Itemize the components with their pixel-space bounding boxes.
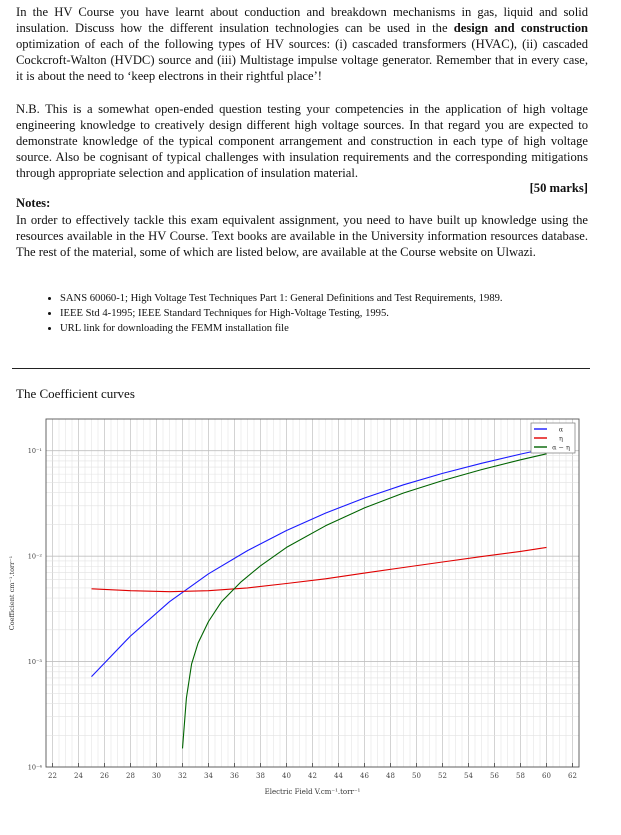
x-tick-label: 48 [386, 772, 395, 780]
y-tick-label: 10⁻³ [27, 658, 42, 667]
x-tick-label: 28 [126, 772, 135, 780]
reference-item[interactable]: • URL link for downloading the FEMM installation file [60, 321, 600, 336]
x-tick-label: 24 [74, 772, 83, 780]
section-divider [12, 368, 590, 369]
nb-paragraph: N.B. This is a somewhat open-ended question testing your competencies in the application of high voltage engineering knowledge to creatively design different high voltage sources. In that regard you are expected to demonstrate knowledge of the typical component arrangement and construction in each type of high voltage source. Also be cognisant of typical challenges with insulation requirements and the corresponding mitigations through appropriate selection and application of insulation material. [16, 102, 588, 180]
notes-heading: Notes: [16, 196, 51, 210]
reference-item: • IEEE Std 4-1995; IEEE Standard Techniques for High-Voltage Testing, 1995. [60, 306, 600, 321]
x-tick-label: 46 [360, 772, 369, 780]
question-paragraph [16, 4, 588, 84]
x-tick-label: 60 [542, 772, 551, 780]
x-tick-label: 58 [516, 772, 525, 780]
x-tick-label: 32 [178, 772, 187, 780]
section-title: The Coefficient curves [16, 386, 135, 401]
y-axis-label: Coefficient cm⁻¹.torr⁻¹ [8, 555, 16, 631]
x-tick-label: 30 [152, 772, 161, 780]
marks-label: [50 marks] [529, 181, 588, 195]
question-text-b: optimization of each of the following types of HV sources: (i) cascaded transformers (HVAC), (ii) cascaded Cockcroft-Walton (HVDC) source and (iii) Multistage impulse voltage generator. Remember that in every case, it is about the need to ‘keep electrons in their rightful place’! [16, 37, 588, 83]
x-tick-label: 34 [204, 772, 213, 780]
coefficient-chart [0, 405, 621, 805]
legend-entry: η [559, 434, 563, 443]
x-tick-label: 62 [568, 772, 577, 780]
x-axis-label: Electric Field V.cm⁻¹.torr⁻¹ [264, 788, 361, 796]
x-tick-label: 44 [334, 772, 343, 780]
legend-entry: α [558, 425, 564, 434]
reference-item: • SANS 60060-1; High Voltage Test Techniques Part 1: General Definitions and Test Requirements, 1989. [60, 291, 600, 306]
reference-list [36, 291, 600, 336]
notes-paragraph: In order to effectively tackle this exam equivalent assignment, you need to have built up knowledge using the resources available in the HV Course. Text books are available in the University information resources database. The rest of the material, some of which are listed below, are available at the Course website on Ulwazi. [16, 213, 588, 259]
y-tick-label: 10⁻¹ [27, 447, 42, 456]
x-tick-label: 54 [464, 772, 473, 780]
x-tick-label: 56 [490, 772, 499, 780]
question-bold-phrase: design and construction [453, 21, 588, 35]
x-tick-label: 26 [100, 772, 109, 780]
x-tick-label: 36 [230, 772, 239, 780]
x-tick-label: 50 [412, 772, 421, 780]
legend-entry: α − η [552, 443, 570, 452]
x-tick-label: 52 [438, 772, 447, 780]
x-tick-label: 22 [48, 772, 57, 780]
x-tick-label: 42 [308, 772, 317, 780]
y-tick-label: 10⁻⁴ [27, 763, 42, 772]
x-tick-label: 38 [256, 772, 265, 780]
x-tick-label: 40 [282, 772, 291, 780]
y-tick-label: 10⁻² [27, 552, 42, 561]
question-text-a: In the HV Course you have learnt about conduction and breakdown mechanisms in gas, liquid and solid insulation. Discuss how the different insulation technologies can be used in the [16, 5, 588, 35]
